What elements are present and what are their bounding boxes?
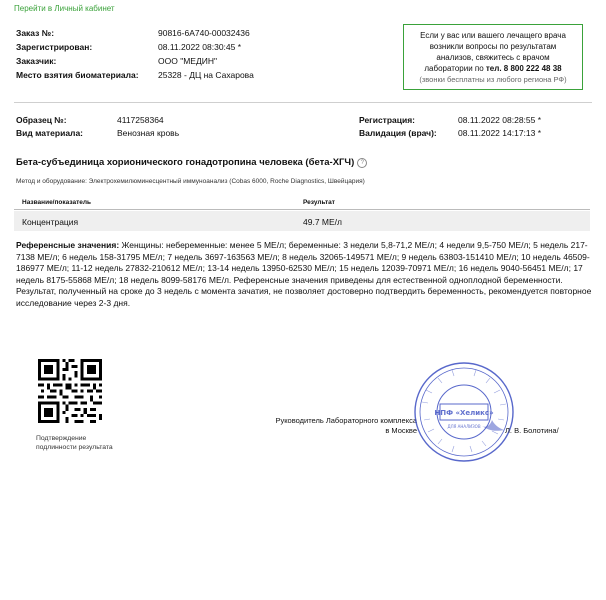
row-name: Концентрация <box>22 217 79 227</box>
qr-caption <box>36 434 113 452</box>
place-label: Место взятия биоматериала: <box>16 70 139 80</box>
customer-value: ООО "МЕДИН" <box>158 56 217 66</box>
registration-label: Регистрация: <box>359 115 416 125</box>
contact-phone[interactable]: тел. 8 800 222 48 38 <box>485 64 562 73</box>
reference-label: Референсные значения: <box>16 240 120 250</box>
table-divider <box>14 209 590 210</box>
head-line-2: в Москве <box>385 426 417 435</box>
customer-label: Заказчик: <box>16 56 57 66</box>
signature-name: Л. В. Болотина/ <box>505 426 559 435</box>
head-of-lab-label <box>266 416 417 436</box>
company-stamp <box>412 360 516 464</box>
qr-caption-line-2: подлинности результата <box>36 444 113 451</box>
divider <box>14 102 592 103</box>
qr-caption-line-1: Подтверждение <box>36 435 87 442</box>
results-table-header <box>14 196 590 209</box>
info-icon[interactable]: ? <box>357 158 367 168</box>
test-title-text: Бета-субъединица хорионического гонадотропина человека (бета-ХГЧ) <box>16 157 355 168</box>
test-title <box>16 157 367 168</box>
contact-line-3: анализов, свяжитесь с врачом <box>436 53 550 62</box>
svg-text:ДЛЯ АНАЛИЗОВ: ДЛЯ АНАЛИЗОВ <box>447 424 481 429</box>
column-result-header: Результат <box>303 199 335 206</box>
reference-values <box>16 240 592 310</box>
validation-label: Валидация (врач): <box>359 128 437 138</box>
place-value: 25328 - ДЦ на Сахарова <box>158 70 254 80</box>
order-value: 90816-6A740-00032436 <box>158 28 250 38</box>
material-label: Вид материала: <box>16 128 84 138</box>
contact-note: (звонки бесплатны из любого региона РФ) <box>419 75 567 84</box>
registered-value: 08.11.2022 08:30:45 * <box>158 42 242 52</box>
contact-line-4: лаборатории по <box>424 64 486 73</box>
validation-value: 08.11.2022 14:17:13 * <box>458 128 542 138</box>
registration-value: 08.11.2022 08:28:55 * <box>458 115 542 125</box>
stamp-text: НПФ «Хеликс» <box>434 409 494 417</box>
registered-label: Зарегистрирован: <box>16 42 93 52</box>
qr-code[interactable] <box>38 359 102 423</box>
method-text: Метод и оборудование: Электрохемилюминесцентный иммуноанализ (Cobas 6000, Roche Diagnostics, Швейцария) <box>16 178 365 185</box>
sample-value: 4117258364 <box>117 115 164 125</box>
doctor-contact-box <box>403 24 583 90</box>
contact-line-2: возникли вопросы по результатам <box>429 42 557 51</box>
personal-account-link[interactable]: Перейти в Личный кабинет <box>14 4 115 13</box>
table-row <box>14 211 590 231</box>
sample-label: Образец №: <box>16 115 67 125</box>
order-label: Заказ №: <box>16 28 55 38</box>
head-line-1: Руководитель Лабораторного комплекса <box>275 416 417 425</box>
material-value: Венозная кровь <box>117 128 180 138</box>
row-result: 49.7 МЕ/л <box>303 217 342 227</box>
reference-text: Женщины: небеременные: менее 5 МЕ/л; беременные: 3 недели 5,8-71,2 МЕ/л; 4 недели 9,5-750 МЕ/л; 5 недель 217-7138 МЕ/л; 6 недель 158-31795 МЕ/л; 7 недель 3697-163563 МЕ/л; 8 недель 32065-149571 МЕ/л; 9 недель 63803-151410 МЕ/л; 10 недель 46509-186977 МЕ/л; 11-12 недель 27832-210612 МЕ/л; 13-14 недель 13950-62530 МЕ/л; 15 недель 12039-70971 МЕ/л; 16 недель 9040-56451 МЕ/л; 17 недель 8175-55868 МЕ/л; 18 недель 8099-58176 МЕ/л. Референсные значения приведены для естественной одноплодной беременности. Результат, полученный на сроке до 3 недель с момента зачатия, не позволяет достоверно подтвердить беременность, рекомендуется повторное исследование через 2-3 дня. <box>16 240 592 308</box>
contact-line-1: Если у вас или вашего лечащего врача <box>420 31 566 40</box>
column-name-header: Название/показатель <box>22 199 92 206</box>
